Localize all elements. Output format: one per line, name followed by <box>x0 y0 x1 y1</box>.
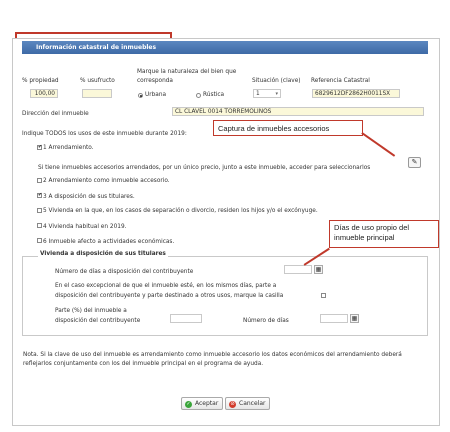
chevron-down-icon: ▾ <box>275 91 278 97</box>
uso3-checkbox[interactable] <box>37 193 42 198</box>
aceptar-button[interactable] <box>181 397 223 410</box>
situacion-label: Situación (clave) <box>252 78 301 84</box>
check-icon: ✓ <box>186 400 191 407</box>
rustica-radio[interactable] <box>196 93 201 98</box>
disposicion-legend: Vivienda a disposición de sus titulares <box>40 251 166 257</box>
uso4-label: 4 Vivienda habitual en 2019. <box>43 224 127 230</box>
uso6-checkbox[interactable] <box>37 238 42 243</box>
urbana-label: Urbana <box>145 92 167 98</box>
parte-line2: disposición del contribuyente <box>55 318 141 324</box>
calendar-icon[interactable]: ▦ <box>315 266 322 273</box>
callout-captura: Captura de inmuebles accesorios <box>213 120 363 136</box>
situacion-select[interactable] <box>253 89 281 98</box>
uso5-label: 5 Vivienda en la que, en los casos de separación o divorcio, residen los hijos y/o el excónyuge. <box>43 208 318 214</box>
propiedad-label: % propiedad <box>22 78 59 84</box>
caso-line2: disposición del contribuyente y parte destinado a otros usos, marque la casilla <box>55 293 284 299</box>
numdias-label: Número de días <box>243 318 289 324</box>
dialog-header: Información catastral de inmuebles <box>22 41 428 54</box>
caso-line1: En el caso excepcional de que el inmueble esté, en los mismos días, parte a <box>55 283 277 289</box>
pencil-icon: ✎ <box>411 158 418 166</box>
naturaleza-label-line2: corresponda <box>137 78 173 84</box>
uso1-note: Si tiene inmuebles accesorios arrendados, por un único precio, junto a este inmueble, acceder para seleccionarlos <box>38 165 371 171</box>
uso3-label: 3 A disposición de sus titulares. <box>43 194 135 200</box>
uso2-label: 2 Arrendamiento como inmueble accesorio. <box>43 178 170 184</box>
uso6-label: 6 Inmueble afecto a actividades económicas. <box>43 239 175 245</box>
calendar-icon-2[interactable]: ▦ <box>351 315 358 322</box>
caso-checkbox[interactable] <box>321 293 326 298</box>
uso1-label: 1 Arrendamiento. <box>43 145 94 151</box>
cancelar-label: Cancelar <box>239 400 266 407</box>
urbana-radio[interactable] <box>138 93 143 98</box>
rustica-label: Rústica <box>203 92 225 98</box>
direccion-input[interactable]: CL CLAVEL 0014 TORREMOLINOS <box>172 107 424 116</box>
callout-dias-line1: Días de uso propio del <box>334 223 410 232</box>
cancelar-button[interactable] <box>225 397 270 410</box>
uso5-checkbox[interactable] <box>37 208 42 213</box>
propiedad-input[interactable]: 100,00 <box>30 89 58 98</box>
parte-line1: Parte (%) del inmueble a <box>55 308 127 314</box>
callout-dias-line2: inmueble principal <box>334 233 395 242</box>
cancel-icon: ⊘ <box>230 400 235 407</box>
parte-input[interactable] <box>170 314 202 323</box>
uso4-checkbox[interactable] <box>37 223 42 228</box>
annotation-line-top <box>15 32 172 34</box>
edit-accesorios-button[interactable] <box>408 157 421 168</box>
callout-dias <box>329 220 439 248</box>
nota-text: Nota. Si la clave de uso del inmueble es arrendamiento como inmueble accesorio los datos económicos del arrendamiento deberá reflejarlos conjuntamente con los del inmueble principal en el programa de ayuda. <box>23 352 402 367</box>
aceptar-label: Aceptar <box>195 400 219 407</box>
referencia-label: Referencia Catastral <box>311 78 370 84</box>
usos-intro: Indique TODOS los usos de este inmueble durante 2019: <box>22 131 187 137</box>
naturaleza-label-line1: Marque la naturaleza del bien que <box>137 69 237 75</box>
uso1-checkbox[interactable] <box>37 145 42 150</box>
numdias-input[interactable] <box>320 314 348 323</box>
dias-label: Número de días a disposición del contribuyente <box>55 269 194 275</box>
direccion-label: Dirección del inmueble <box>22 111 89 117</box>
usufructo-label: % usufructo <box>80 78 115 84</box>
situacion-value: 1 <box>256 91 260 97</box>
dias-input[interactable] <box>284 265 312 274</box>
usufructo-input[interactable] <box>82 89 112 98</box>
referencia-input[interactable]: 6829612DF2862H0011SX <box>312 89 400 98</box>
uso2-checkbox[interactable] <box>37 178 42 183</box>
